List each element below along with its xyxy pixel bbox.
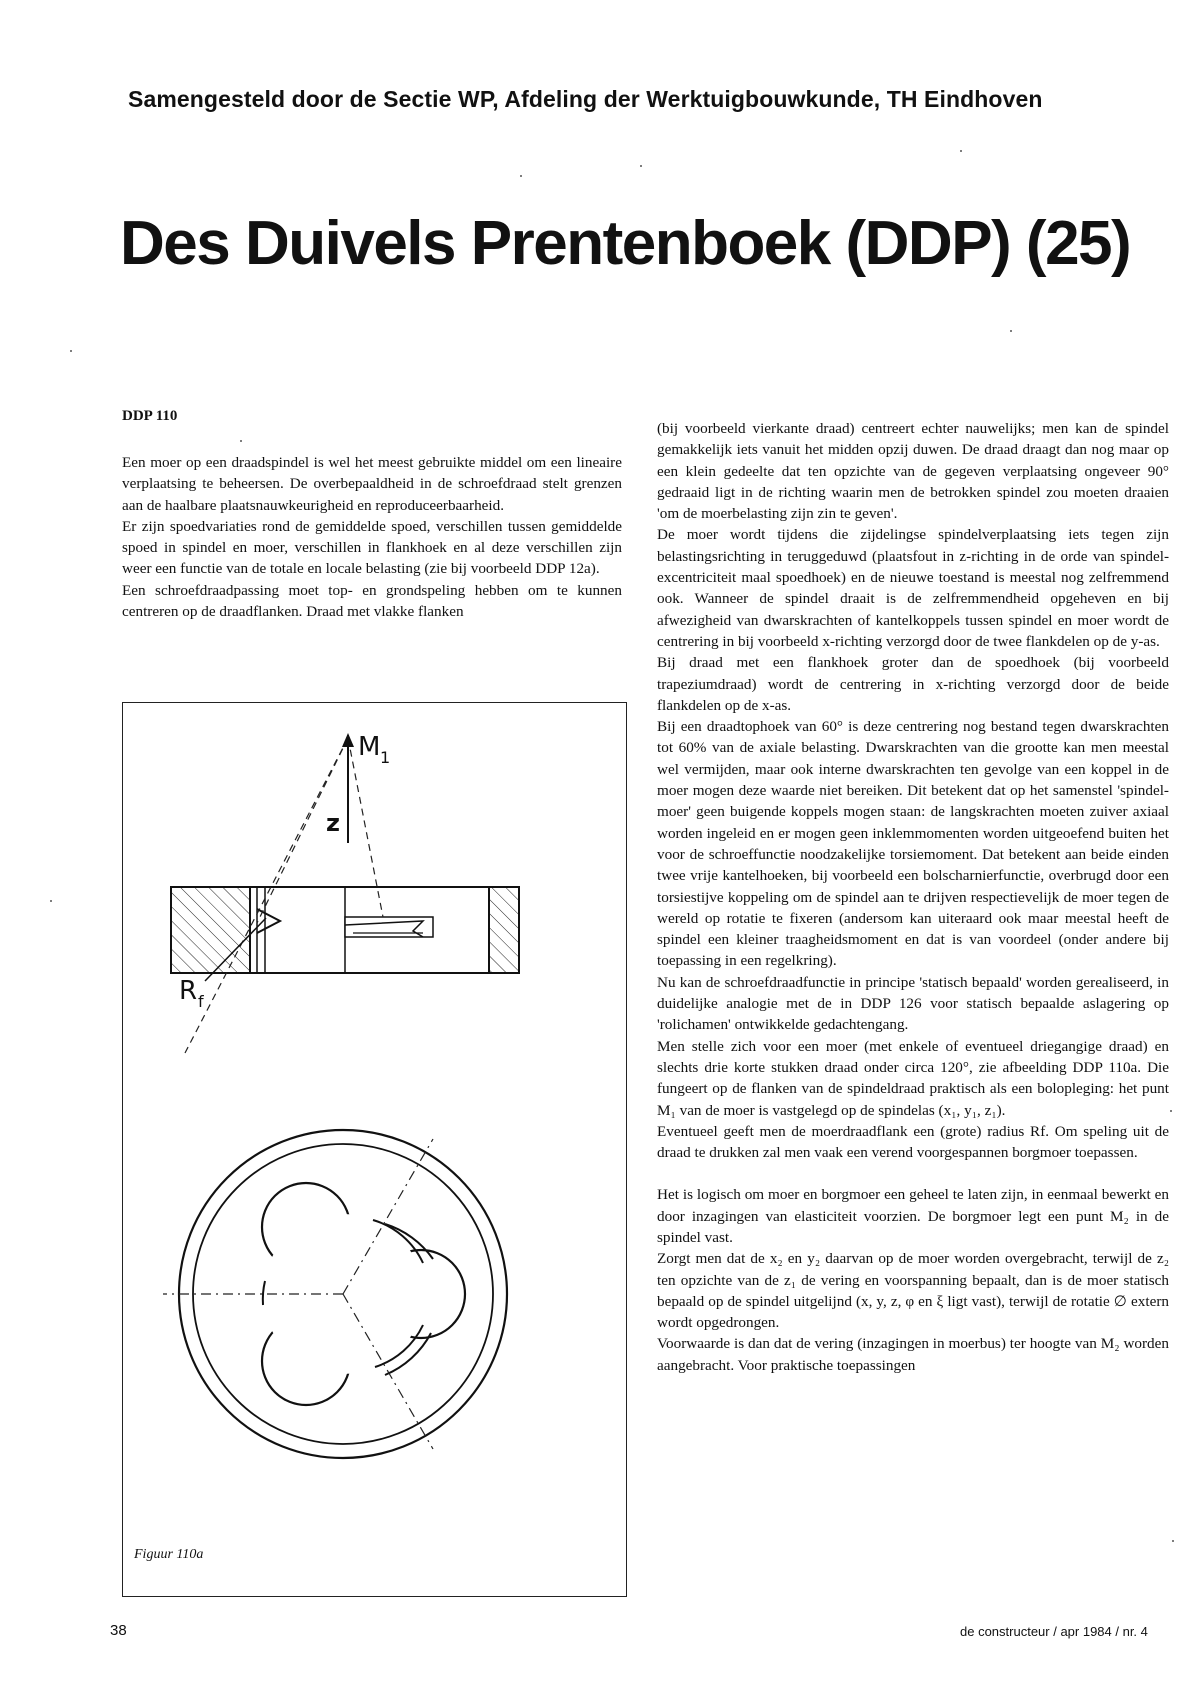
paragraph: Voorwaarde is dan dat de vering (inzagingen in moerbus) ter hoogte van M₂ worden aangebracht. Voor praktische toepassingen: [657, 1335, 1169, 1374]
paragraph: Men stelle zich voor een moer (met enkele of eventueel driegangige draad) en slechts drie korte stukken draad onder circa 120°, zie afbeelding DDP 110a. Die fungeert op de flanken van de spindeldraad praktisch als een bolopleging: het punt M₁ van de moer is vastgelegd op de spindelas (x₁, y₁, z₁).: [657, 1037, 1169, 1119]
paragraph: Eventueel geeft men de moerdraadflank een (grote) radius Rf. Om speling uit de draad te drukken zal men vaak een verend voorgespannen borgmoer toepassen.: [657, 1122, 1169, 1162]
label-rf-subscript: f: [198, 992, 204, 1011]
paragraph: Nu kan de schroefdraadfunctie in principe 'statisch bepaald' worden gerealiseerd, in duidelijke analogie met de in DDP 126 voor statisch bepaalde aslagering op 'rolichamen' ontwikkelde gedachtengang.: [657, 973, 1169, 1034]
scan-speck: [960, 150, 962, 152]
scan-speck: [640, 165, 642, 167]
paragraph: Het is logisch om moer en borgmoer een geheel te laten zijn, in eenmaal bewerkt en door inzagingen van elasticiteit voorzien. De borgmoer legt een punt M₂ in de spindel vast.: [657, 1186, 1169, 1246]
paragraph: Een schroefdraadpassing moet top- en grondspeling hebben om te kunnen centreren op de draadflanken. Draad met vlakke flanken: [122, 581, 622, 621]
section-credit: Samengesteld door de Sectie WP, Afdeling der Werktuigbouwkunde, TH Eindhoven: [128, 86, 1043, 112]
page-number: 38: [110, 1622, 127, 1639]
label-z: z: [326, 809, 340, 837]
scan-speck: [1170, 1110, 1172, 1112]
nut-section-view: [171, 733, 519, 1053]
page-title: Des Duivels Prentenboek (DDP) (25): [120, 209, 1131, 278]
scan-speck: [1010, 330, 1012, 332]
right-column: [657, 418, 1169, 1376]
scan-speck: [1172, 1540, 1174, 1542]
nut-top-view: [163, 1130, 507, 1458]
left-column: [122, 452, 622, 622]
thread-nut-drawing: [123, 703, 626, 1596]
paragraph: Een moer op een draadspindel is wel het meest gebruikte middel om een lineaire verplaatsing te beheersen. De overbepaaldheid in de schroefdraad stelt grenzen aan de haalbare plaatsnauwkeurigheid en reproduceerbaarheid.: [122, 454, 622, 514]
figure-110a: [122, 702, 627, 1597]
label-m1: M: [358, 732, 381, 762]
paragraph: Bij draad met een flankhoek groter dan de spoedhoek (bij voorbeeld trapeziumdraad) wordt de centrering in x-richting verzorgd door de beide flankdelen op de x-as.: [657, 654, 1169, 714]
paragraph: Er zijn spoedvariaties rond de gemiddelde spoed, verschillen tussen gemiddelde spoed in spindel en moer, verschillen in flankhoek en al deze verschillen zijn weer een functie van de totale en locale belasting (zie bij voorbeeld DDP 12a).: [122, 517, 622, 578]
label-rf: R: [179, 976, 198, 1006]
paragraph: Zorgt men dat de x₂ en y₂ daarvan op de moer worden overgebracht, terwijl de z₂ ten opzichte van de z₁ de vering en voorspanning bepaalt, dan is de moer statisch bepaald op de spindel uitgelijnd (x, y, z, φ en ξ ligt vast), terwijl de rotatie ∅ extern wordt opgedrongen.: [657, 1250, 1169, 1332]
paragraph: Bij een draadtophoek van 60° is deze centrering nog bestand tegen dwarskrachten tot 60% van de axiale belasting. Dwarskrachten van die grootte kan men meestal wel vermijden, maar ook interne dwarskrachten ten gevolge van een koppel in de moer mogen deze waarde niet bereiken. Dit betekent dat op het samenstel 'spindel-moer' geen buigende koppels mogen staan: de langskrachten moeten zuiver axiaal worden ingeleid en er mogen geen inklemmomenten worden uitgeoefend buiten het voor de schroeffunctie noodzakelijke torsiemoment. Dat betekent aan beide einden twee vrije kantelhoeken, bij voorbeeld een bolscharnierfunctie, overbrugd door een torsiestijve koppeling om de spindel aan te drijven respectievelijk de moer tegen de wereld op rotatie te fixeren (andersom kan uiteraard ook maar meestal heeft de spindel een kleiner traagheidsmoment en dat is van voordeel (onder andere bij toepassing in een regelkring).: [657, 718, 1169, 970]
scan-speck: [70, 350, 72, 352]
scan-speck: [240, 440, 242, 442]
publication-footer: de constructeur / apr 1984 / nr. 4: [960, 1624, 1148, 1639]
section-heading: DDP 110: [122, 408, 178, 424]
scan-speck: [520, 175, 522, 177]
label-m1-subscript: 1: [380, 748, 391, 767]
scan-speck: [50, 900, 52, 902]
figure-caption: Figuur 110a: [134, 1547, 204, 1562]
paragraph: De moer wordt tijdens die zijdelingse spindelverplaatsing iets tegen zijn belastingsrichting in teruggeduwd (plaatsfout in z-richting in de orde van spindel-excentriciteit maal spoedhoek) en de nieuwe toestand is meestal nog zelfremmend ook. Wanneer de spindel draait is de zelfremmendheid opgeheven en bij afwezigheid van dwarskrachten of kantelkoppels tussen spindel en moer wordt de centrering in bij voorbeeld x-richting verzorgd door de twee flankdelen op de y-as.: [657, 526, 1169, 650]
paragraph: (bij voorbeeld vierkante draad) centreert echter nauwelijks; men kan de spindel gemakkelijk iets vanuit het midden opzij duwen. De draad draagt dan nog maar op een klein gedeelte dat ten opzichte van de gegeven verplaatsing ongeveer 90° gedraaid ligt in de richting waarin men de betrokken spindel zou moeten draaien 'om de moerbelasting zijn zin te geven'.: [657, 420, 1169, 523]
